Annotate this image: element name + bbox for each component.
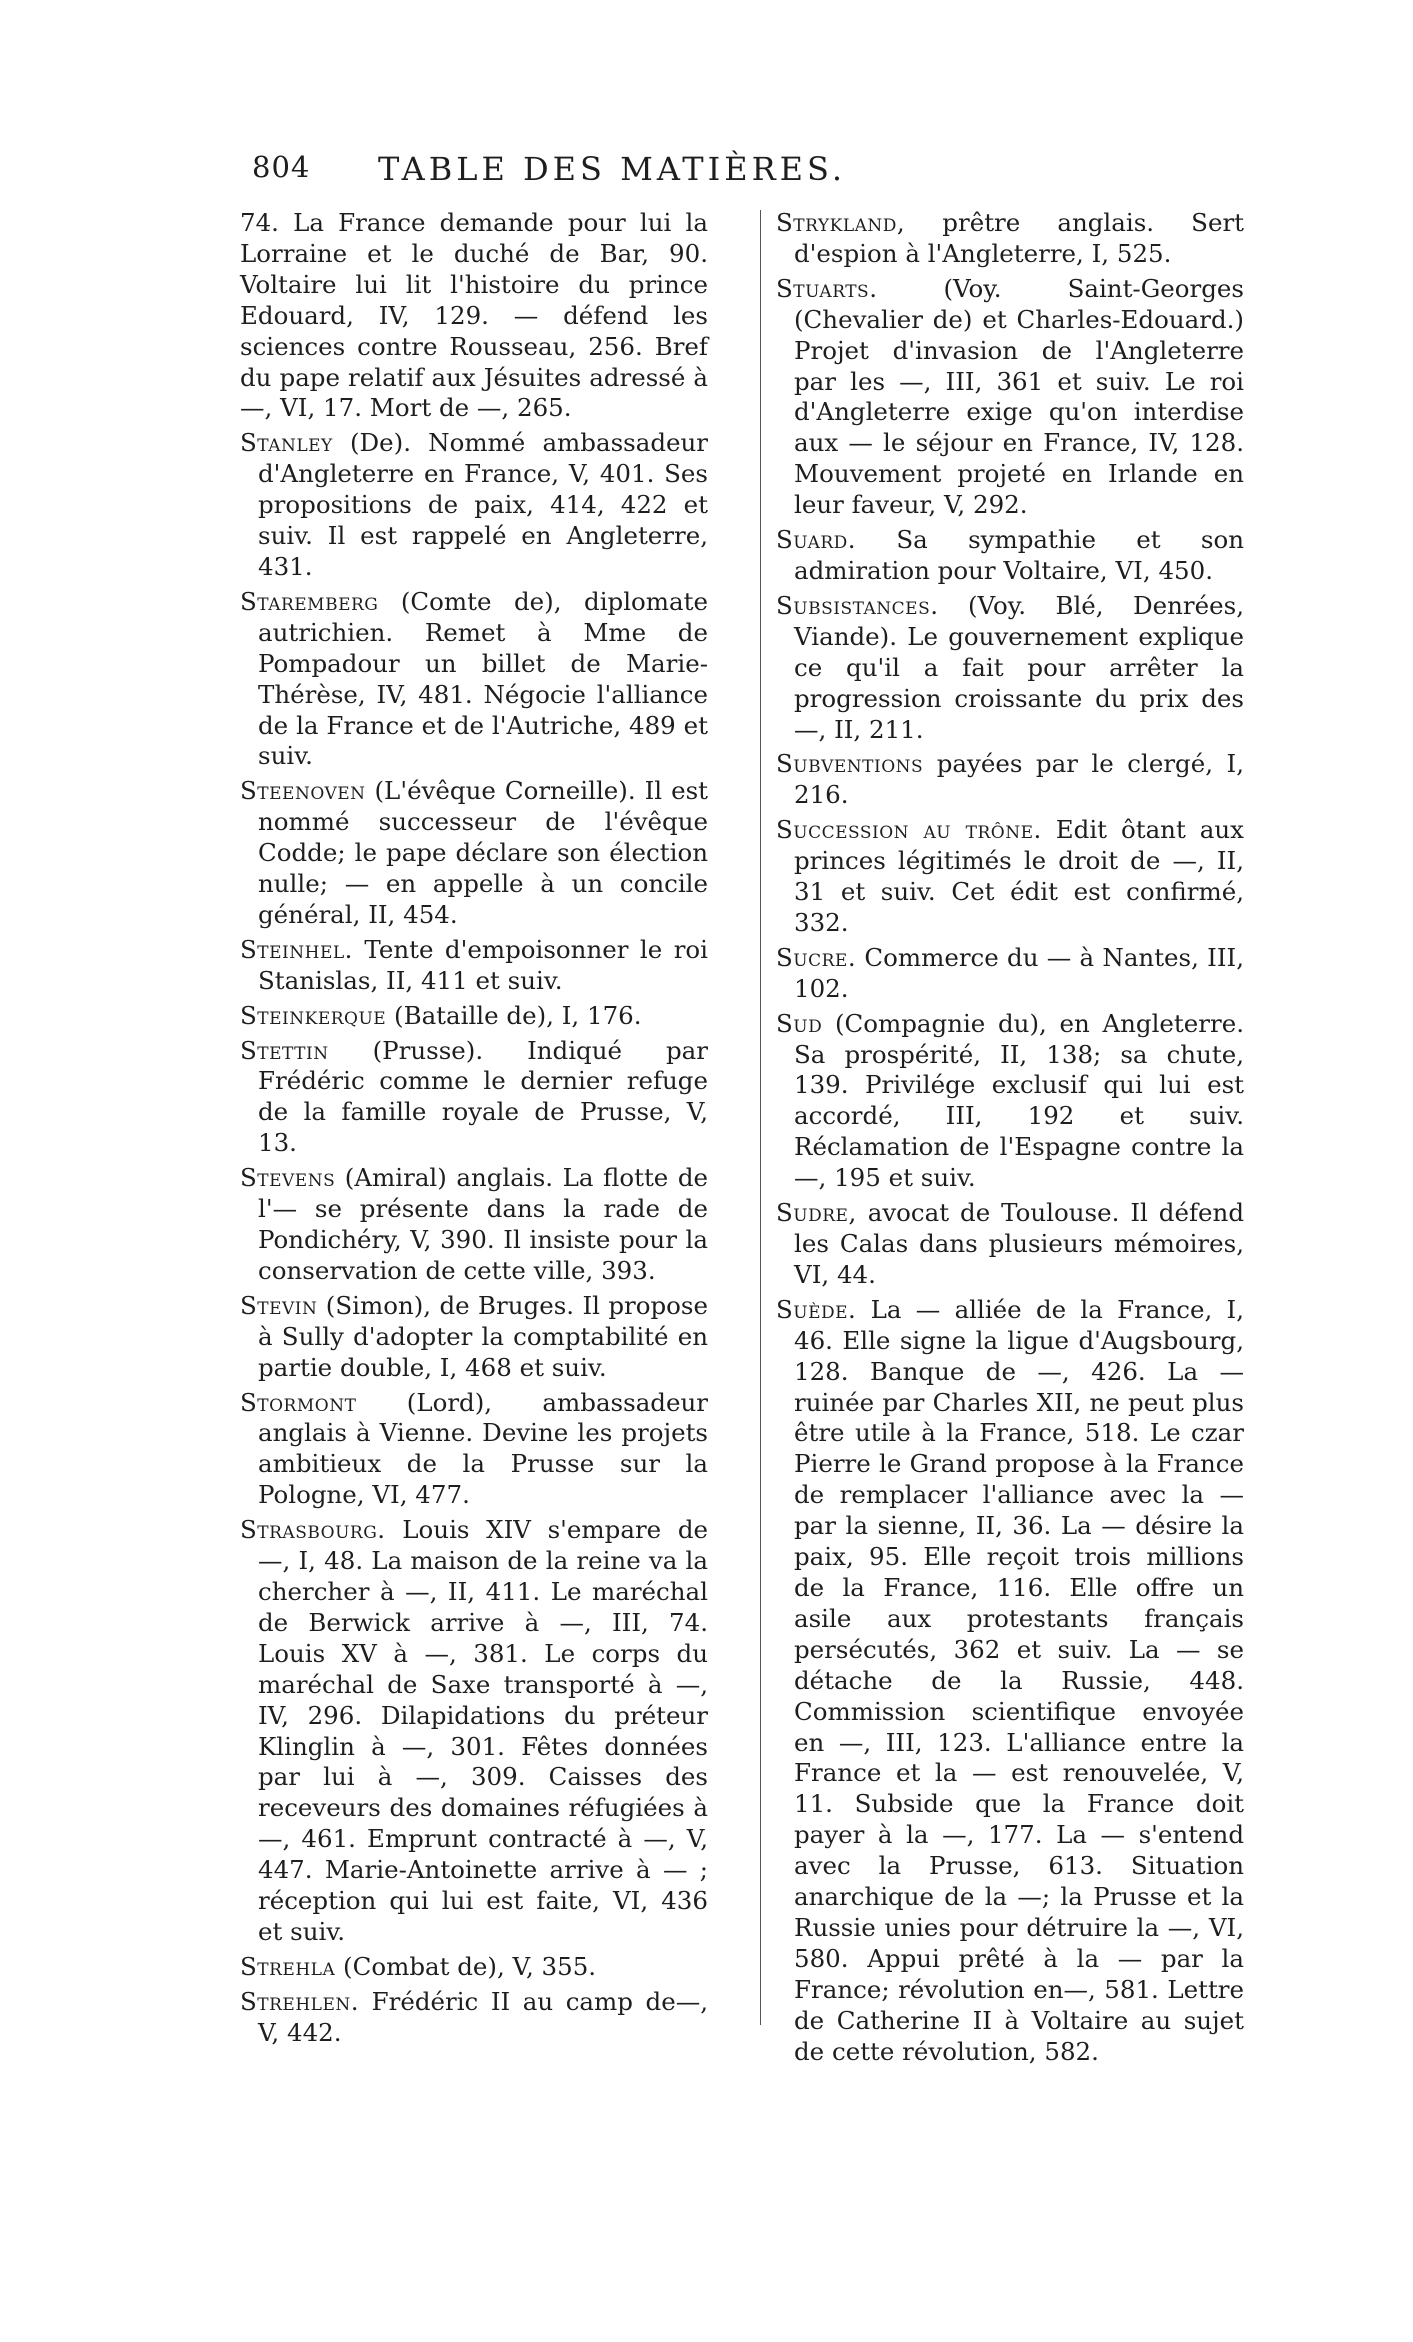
left-column xyxy=(240,208,708,2053)
entry-text: (De). Nommé ambassadeur d'Angleterre en France, V, 401. Ses propositions de paix, 414, 422 et suiv. Il est rappelé en Angleterre, 431. xyxy=(258,428,708,581)
entry-term: Suède. xyxy=(776,1294,857,1324)
entry-text: (Prusse). Indiqué par Frédéric comme le dernier refuge de la famille royale de Prusse, V, 13. xyxy=(258,1035,708,1158)
entry-text: Tente d'empoisonner le roi Stanislas, II, 411 et suiv. xyxy=(258,934,708,995)
page-number: 804 xyxy=(252,150,311,184)
index-entry xyxy=(240,1036,708,1160)
entry-text: (Simon), de Bruges. Il propose à Sully d'adopter la comptabilité en partie double, I, 468 et suiv. xyxy=(258,1290,708,1382)
entry-text: Sa sympathie et son admiration pour Voltaire, VI, 450. xyxy=(794,525,1244,585)
entry-term: Stormont xyxy=(240,1387,357,1417)
column-divider xyxy=(760,210,761,2025)
entry-text: (Voy. Blé, Denrées, Viande). Le gouvernement explique ce qu'il a fait pour arrêter la progression croissante du prix des —, II, 211. xyxy=(794,590,1244,744)
entry-term: Succession au trône. xyxy=(776,815,1042,845)
index-entry xyxy=(776,749,1244,811)
entry-text: Louis XIV s'empare de —, I, 48. La maison de la reine va la chercher à —, II, 411. Le maréchal de Berwick arrive à —, III, 74. Louis XV à —, 381. Le corps du maréchal de Saxe transporté à —, IV, 296. Dilapidations du préteur Klinglin à —, 301. Fêtes données par lui à —, 309. Caisses des receveurs des domaines réfugiées à —, 461. Emprunt contracté à —, V, 447. Marie-Antoinette arrive à — ; réception qui lui est faite, VI, 436 et suiv. xyxy=(258,1515,708,1946)
index-entry xyxy=(776,525,1244,587)
entry-term: Strehlen. xyxy=(240,1986,360,2016)
right-column xyxy=(776,208,1244,2071)
index-entry xyxy=(240,1291,708,1384)
entry-text: (L'évêque Corneille). Il est nommé successeur de l'évêque Codde; le pape déclare son élection nulle; — en appelle à un concile général, II, 454. xyxy=(258,776,709,929)
entry-text: (Amiral) anglais. La flotte de l'— se présente dans la rade de Pondichéry, V, 390. Il insiste pour la conservation de cette ville, 393. xyxy=(258,1163,709,1285)
index-entry xyxy=(240,587,708,772)
running-title: TABLE DES MATIÈRES. xyxy=(378,150,846,188)
index-entry xyxy=(776,591,1244,746)
index-entry xyxy=(776,943,1244,1005)
index-entry xyxy=(240,1515,708,1948)
index-entry xyxy=(776,815,1244,939)
entry-term: Steinkerque xyxy=(240,1000,387,1030)
entry-text: (Compagnie du), en Angleterre. Sa prospérité, II, 138; sa chute, 139. Privilége exclusif qui lui est accordé, III, 192 et suiv. Réclamation de l'Espagne contre la —, 195 et suiv. xyxy=(794,1008,1244,1193)
entry-term: Strehla xyxy=(240,1951,336,1981)
entry-term: Sudre, xyxy=(776,1198,857,1228)
index-entry xyxy=(776,1295,1244,2068)
entry-term: Stevin xyxy=(240,1290,318,1320)
entry-text: (Lord), ambassadeur anglais à Vienne. Devine les projets ambitieux de la Prusse sur la Pologne, VI, 477. xyxy=(258,1387,708,1510)
entry-term: Staremberg xyxy=(240,586,379,616)
entry-text: La — alliée de la France, I, 46. Elle signe la ligue d'Augsbourg, 128. Banque de —, 426. La — ruinée par Charles XII, ne peut plus être utile à la France, 518. Le czar Pierre le Grand propose à la France de remplacer l'alliance avec la — par la sienne, II, 36. La — désire la paix, 95. Elle reçoit trois millions de la France, 116. Elle offre un asile aux protestants français persécutés, 362 et suiv. La — se détache de la Russie, 448. Commission scientifique envoyée en —, III, 123. L'alliance entre la France et la — est renouvelée, V, 11. Subside que la France doit payer à la —, 177. La — s'entend avec la Prusse, 613. Situation anarchique de la —; la Prusse et la Russie unies pour détruire la —, VI, 580. Appui prêté à la — par la France; révolution en—, 581. Lettre de Catherine II à Voltaire au sujet de cette révolution, 582. xyxy=(794,1294,1244,2066)
entry-text: prêtre anglais. Sert d'espion à l'Angleterre, I, 525. xyxy=(794,208,1244,268)
entry-term: Sucre. xyxy=(776,942,857,972)
index-entry xyxy=(776,208,1244,270)
entry-term: Steenoven xyxy=(240,776,366,806)
entry-term: Stevens xyxy=(240,1163,336,1193)
entry-term: Subventions xyxy=(776,749,924,779)
entry-text: payées par le clergé, I, 216. xyxy=(794,749,1244,810)
entry-term: Steinhel. xyxy=(240,934,353,964)
index-entry xyxy=(240,208,708,424)
index-entry xyxy=(240,1952,708,1983)
entry-term: Stuarts. xyxy=(776,273,878,303)
index-entry xyxy=(240,1001,708,1032)
entry-text: avocat de Toulouse. Il défend les Calas dans plusieurs mémoires, VI, 44. xyxy=(794,1198,1245,1289)
index-entry xyxy=(776,1009,1244,1194)
index-entry xyxy=(240,776,708,931)
entry-term: Stanley xyxy=(240,428,333,458)
entry-term: Stettin xyxy=(240,1035,329,1065)
index-entry xyxy=(240,1388,708,1512)
index-entry xyxy=(776,274,1244,521)
index-entry xyxy=(240,935,708,997)
entry-term: Strasbourg. xyxy=(240,1515,386,1545)
entry-term: Sud xyxy=(776,1008,823,1038)
index-entry xyxy=(240,428,708,583)
entry-text: Frédéric II au camp de—, V, 442. xyxy=(258,1986,708,2047)
entry-text: Edit ôtant aux princes légitimés le droit de —, II, 31 et suiv. Cet édit est confirmé, 332. xyxy=(794,815,1244,937)
index-entry xyxy=(240,1987,708,2049)
entry-text: Commerce du — à Nantes, III, 102. xyxy=(794,942,1244,1003)
entry-text: (Bataille de), I, 176. xyxy=(394,1000,642,1030)
entry-text: 74. La France demande pour lui la Lorraine et le duché de Bar, 90. Voltaire lui lit l'histoire du prince Edouard, IV, 129. — défend les sciences contre Rousseau, 256. Bref du pape relatif aux Jésuites adressé à —, VI, 17. Mort de —, 265. xyxy=(240,208,708,423)
index-entry xyxy=(240,1163,708,1287)
entry-text: (Comte de), diplomate autrichien. Remet à Mme de Pompadour un billet de Marie-Thérèse, IV, 481. Négocie l'alliance de la France et de l'Autriche, 489 et suiv. xyxy=(258,586,708,771)
entry-term: Strykland, xyxy=(776,208,906,237)
page-header xyxy=(252,150,972,194)
entry-text: (Combat de), V, 355. xyxy=(343,1951,597,1981)
entry-text: (Voy. Saint-Georges (Chevalier de) et Charles-Edouard.) Projet d'invasion de l'Angleterre par les —, III, 361 et suiv. Le roi d'Angleterre exige qu'on interdise aux — le séjour en France, IV, 128. Mouvement projeté en Irlande en leur faveur, V, 292. xyxy=(794,273,1244,520)
index-entry xyxy=(776,1198,1244,1291)
entry-term: Suard. xyxy=(776,525,857,555)
entry-term: Subsistances. xyxy=(776,590,939,620)
